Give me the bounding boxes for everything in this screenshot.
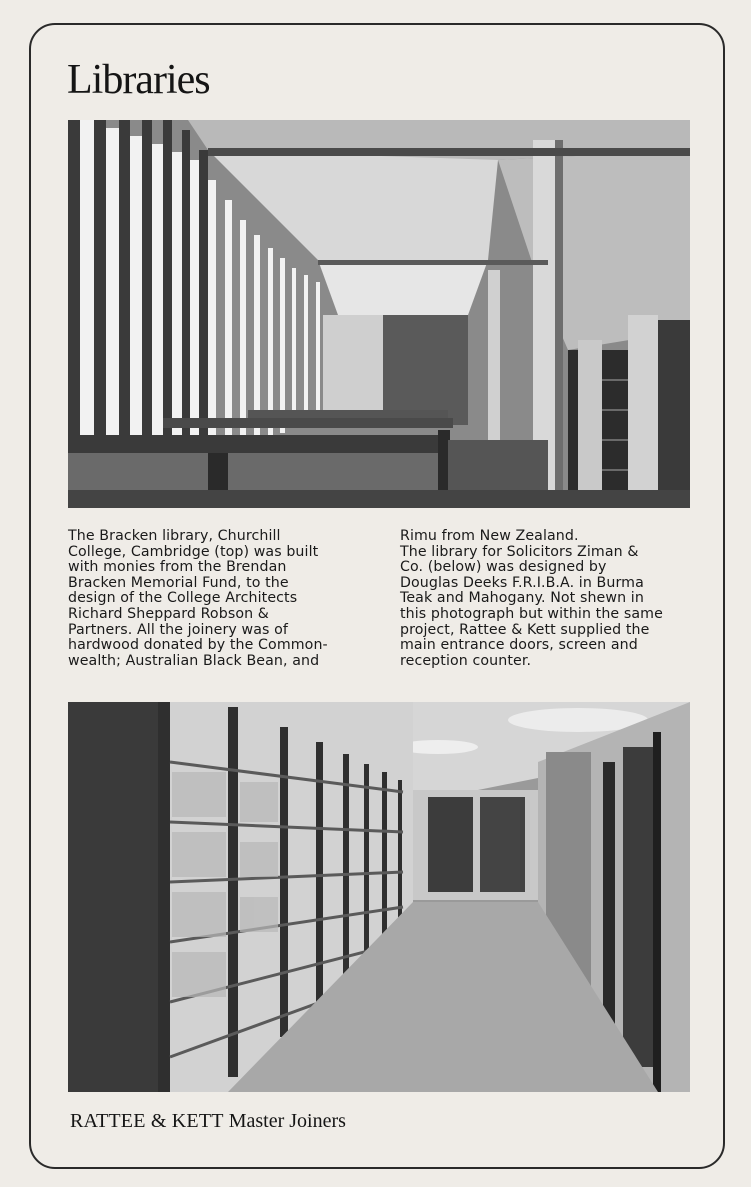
footer-tagline: Master Joiners — [228, 1110, 346, 1132]
caption-right: Rimu from New Zealand. The library for Solicitors Ziman & Co. (below) was designed by Douglas Deeks F.R.I.B.A. in Burma Teak and Mahogany. Not shewn in this photograph but within the same project, Rattee & Kett supplied the main entrance doors, screen and reception counter. — [400, 528, 663, 669]
caption-left: The Bracken library, Churchill College, Cambridge (top) was built with monies from the Brendan Bracken Memorial Fund, to the design of the College Architects Richard Sheppard Robson & Partners. All the joinery was of hardwood donated by the Common- wealth; Australian Black Bean, and — [68, 528, 328, 669]
bracken-library-illustration — [68, 120, 690, 508]
solicitors-library-illustration — [68, 702, 690, 1092]
solicitors-library-photo — [68, 702, 690, 1092]
page-title: Libraries — [67, 57, 210, 103]
footer-signature — [70, 1110, 346, 1133]
footer-brand: RATTEE & KETT — [70, 1110, 224, 1132]
bracken-library-photo — [68, 120, 690, 508]
